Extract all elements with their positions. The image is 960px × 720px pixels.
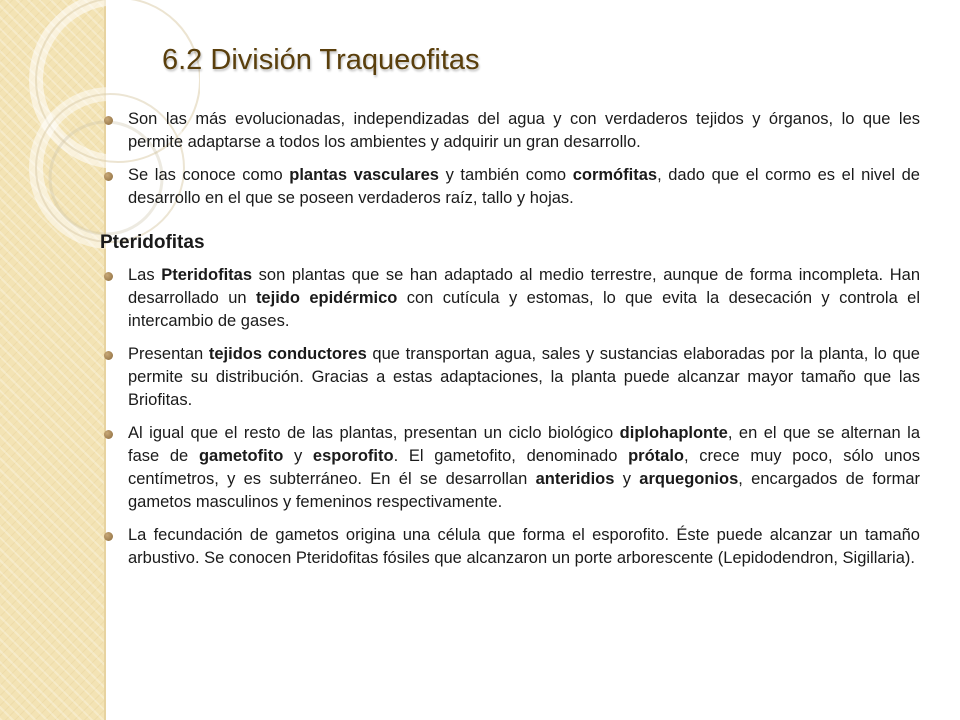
bullet-dot-icon: [104, 532, 113, 541]
bold-term: tejidos conductores: [208, 345, 367, 363]
bold-term: prótalo: [628, 447, 685, 465]
bullet-text: que transportan agua, sales y sustancias elaboradas por la planta, lo que permite su distribución. Gracias a estas adaptaciones, la planta puede alcanzar mayor tamaño que las Briofitas.: [128, 345, 920, 409]
bold-term: anteridios: [535, 470, 615, 488]
bullet-text: La fecundación de gametos origina una célula que forma el esporofito. Éste puede alcanzar un tamaño arbustivo. Se conocen Pteridofitas fósiles que alcanzaron un porte arborescente (Lepidodendron, Sigillaria).: [128, 526, 920, 567]
section-heading: Pteridofitas: [100, 232, 205, 253]
section-bullet-list: [100, 264, 920, 570]
bullet-item: [100, 422, 920, 514]
bold-term: gametofito: [198, 447, 284, 465]
bullet-item: [100, 524, 920, 570]
bullet-text: con cutícula y estomas, lo que evita la desecación y controla el intercambio de gases.: [128, 289, 921, 330]
bullet-item: [100, 164, 920, 210]
bullet-text: Presentan: [128, 345, 209, 363]
bullet-dot-icon: [104, 430, 113, 439]
bullet-text: Son las más evolucionadas, independizadas del agua y con verdaderos tejidos y órganos, lo que les permite adaptarse a todos los ambientes y adquirir un gran desarrollo.: [128, 110, 920, 151]
bullet-text: , encargados de formar gametos masculinos y femeninos respectivamente.: [128, 470, 921, 511]
bold-term: diplohaplonte: [619, 424, 728, 442]
bold-term: esporofito: [312, 447, 394, 465]
bullet-dot-icon: [104, 351, 113, 360]
bullet-text: y: [283, 447, 313, 465]
slide-content: [100, 108, 920, 580]
bullet-item: [100, 264, 920, 333]
bullet-item: [100, 108, 920, 154]
bullet-text: . El gametofito, denominado: [393, 447, 629, 465]
bullet-text: y también como: [438, 166, 573, 184]
bold-term: plantas vasculares: [289, 166, 439, 184]
bullet-text: , dado que el cormo es el nivel de desarrollo en el que se poseen verdaderos raíz, tallo y hojas.: [128, 166, 920, 207]
bullet-text: son plantas que se han adaptado al medio terrestre, aunque de forma incompleta. Han desarrollado un: [128, 266, 920, 307]
bullet-item: [100, 343, 920, 412]
bullet-text: Las: [128, 266, 162, 284]
bold-term: tejido epidérmico: [255, 289, 398, 307]
bullet-text: , crece muy poco, sólo unos centímetros, y es subterráneo. En él se desarrollan: [128, 447, 921, 488]
bullet-dot-icon: [104, 272, 113, 281]
bullet-dot-icon: [104, 172, 113, 181]
bullet-text: , en el que se alternan la fase de: [128, 424, 920, 465]
bold-term: arquegonios: [639, 470, 739, 488]
bullet-text: y: [614, 470, 640, 488]
bold-term: cormófitas: [572, 166, 658, 184]
bullet-text: Al igual que el resto de las plantas, presentan un ciclo biológico: [128, 424, 620, 442]
bold-term: Pteridofitas: [161, 266, 253, 284]
bullet-text: Se las conoce como: [128, 166, 290, 184]
intro-bullet-list: [100, 108, 920, 210]
slide-title: 6.2 División Traqueofitas: [162, 44, 480, 76]
bullet-dot-icon: [104, 116, 113, 125]
